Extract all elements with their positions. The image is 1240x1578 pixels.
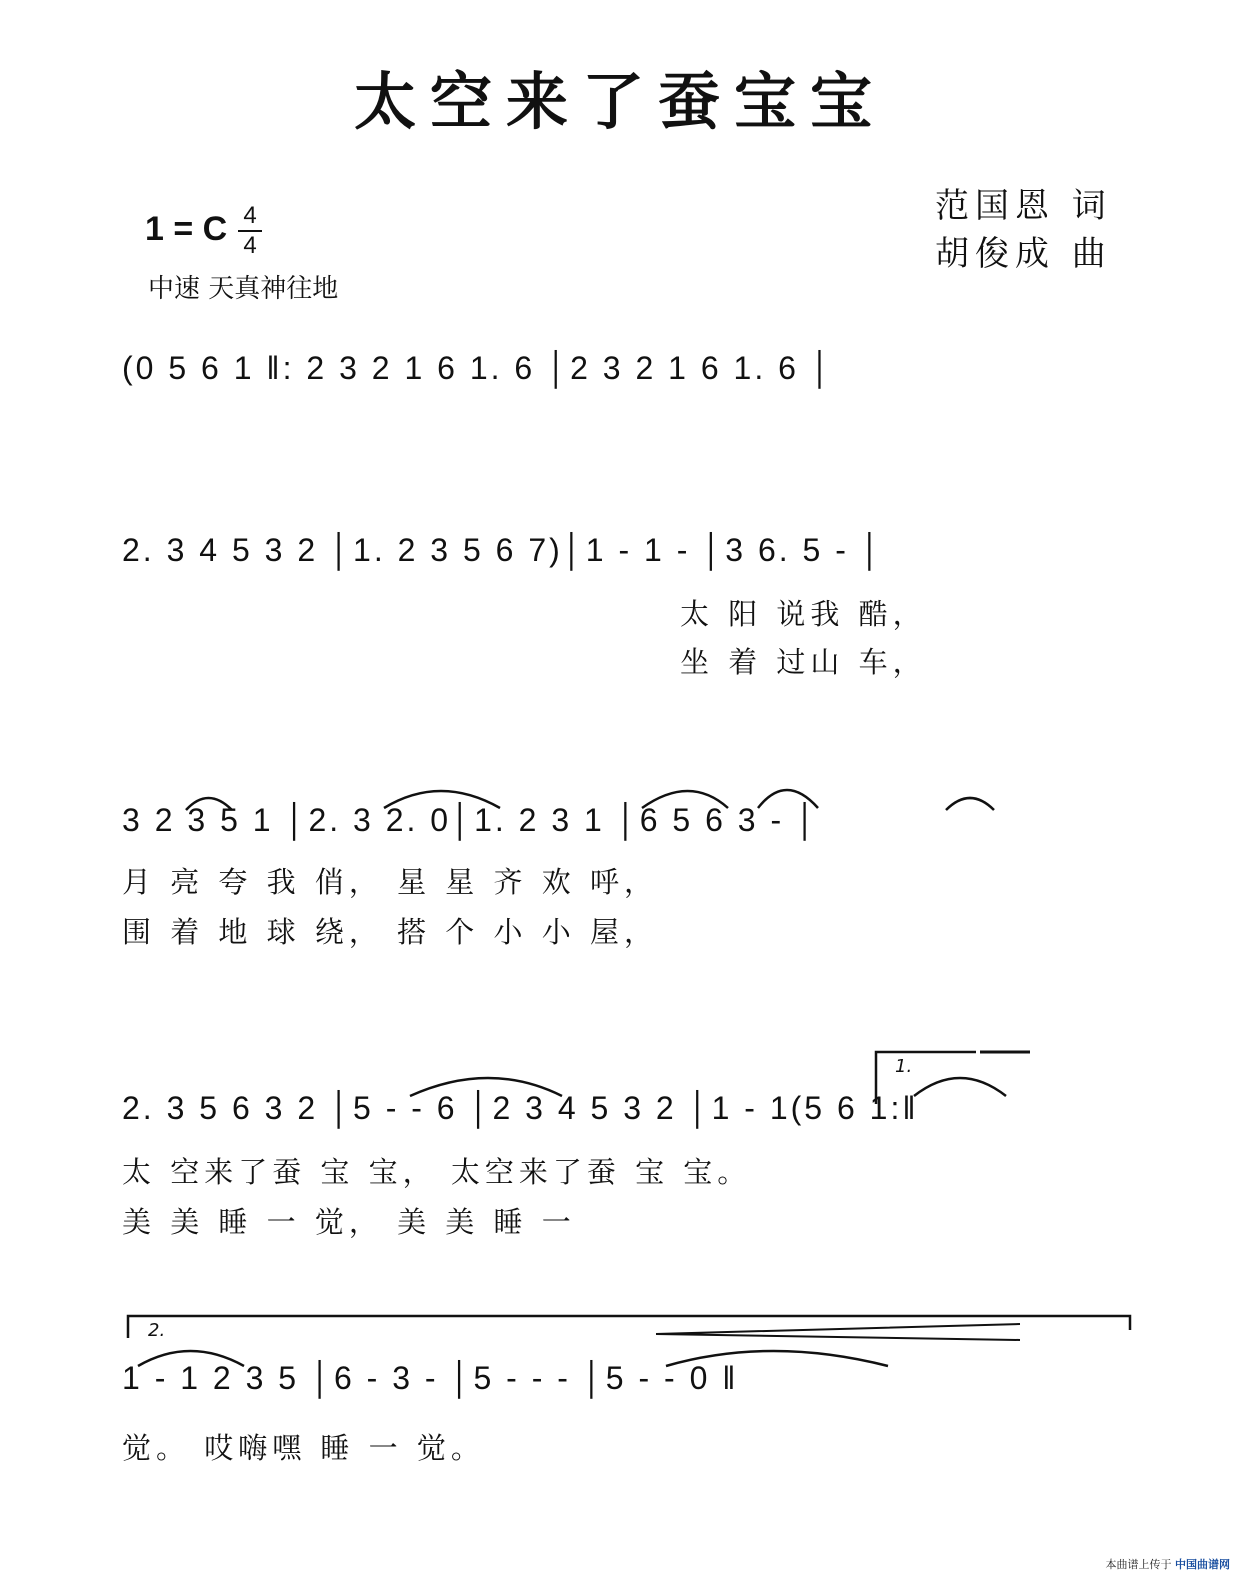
key-signature: 1 = C	[145, 210, 228, 248]
lyric-line-3-verse-1: 月 亮 夸 我 俏， 星 星 齐 欢 呼，	[122, 865, 658, 899]
composer-credit: 胡俊成 曲	[935, 234, 1112, 274]
notes-line-4: 2. 3 5 6 3 2 │5 - - 6 │2 3 4 5 3 2 │1 - 1(5 6 1:‖	[122, 1090, 919, 1126]
slur	[410, 1078, 562, 1096]
lyric-line-5: 觉。 哎嗨嘿 睡 一 觉。	[122, 1431, 485, 1465]
slur	[758, 790, 818, 808]
slur	[914, 1078, 1006, 1096]
decrescendo-hairpin	[656, 1324, 1020, 1340]
lyric-line-4-verse-2: 美 美 睡 一 觉， 美 美 睡 一	[122, 1205, 576, 1239]
lyric-line-2-verse-1: 太 阳 说我 酷，	[680, 597, 927, 631]
volta-2-bracket	[128, 1316, 1130, 1338]
time-signature-top: 4	[243, 202, 257, 229]
notes-line-5: 1 - 1 2 3 5 │6 - 3 - │5 - - - │5 - - 0 ‖	[122, 1360, 739, 1396]
slur	[138, 1351, 244, 1366]
tempo-marking: 中速 天真神往地	[148, 274, 339, 304]
notes-line-2: 2. 3 4 5 3 2 │1. 2 3 5 6 7)│1 - 1 - │3 6. 5 - │	[122, 532, 884, 568]
volta-2-label: 2.	[148, 1320, 166, 1341]
volta-1-label: 1.	[895, 1056, 913, 1077]
slur	[666, 1351, 888, 1366]
lyric-line-4-verse-1: 太 空来了蚕 宝 宝， 太空来了蚕 宝 宝。	[122, 1155, 752, 1189]
slur	[186, 798, 232, 810]
lyric-line-2-verse-2: 坐 着 过山 车，	[680, 645, 927, 679]
lyric-line-3-verse-2: 围 着 地 球 绕， 搭 个 小 小 屋，	[122, 915, 658, 949]
lyricist-credit: 范国恩 词	[935, 186, 1112, 226]
footer-text: 本曲谱上传于	[1105, 1558, 1172, 1571]
footer	[1106, 1556, 1231, 1572]
footer-site: 中国曲谱网	[1175, 1558, 1230, 1571]
slur	[384, 791, 500, 808]
notes-line-1: (0 5 6 1 ‖: 2 3 2 1 6 1. 6 │2 3 2 1 6 1. 6 │	[122, 350, 834, 386]
time-signature-bottom: 4	[243, 232, 257, 259]
page-title: 太空来了蚕宝宝	[353, 65, 886, 138]
slur	[642, 791, 728, 808]
slur	[946, 798, 994, 810]
notes-line-3: 3 2 3 5 1 │2. 3 2. 0│1. 2 3 1 │6 5 6 3 - │	[122, 802, 820, 838]
